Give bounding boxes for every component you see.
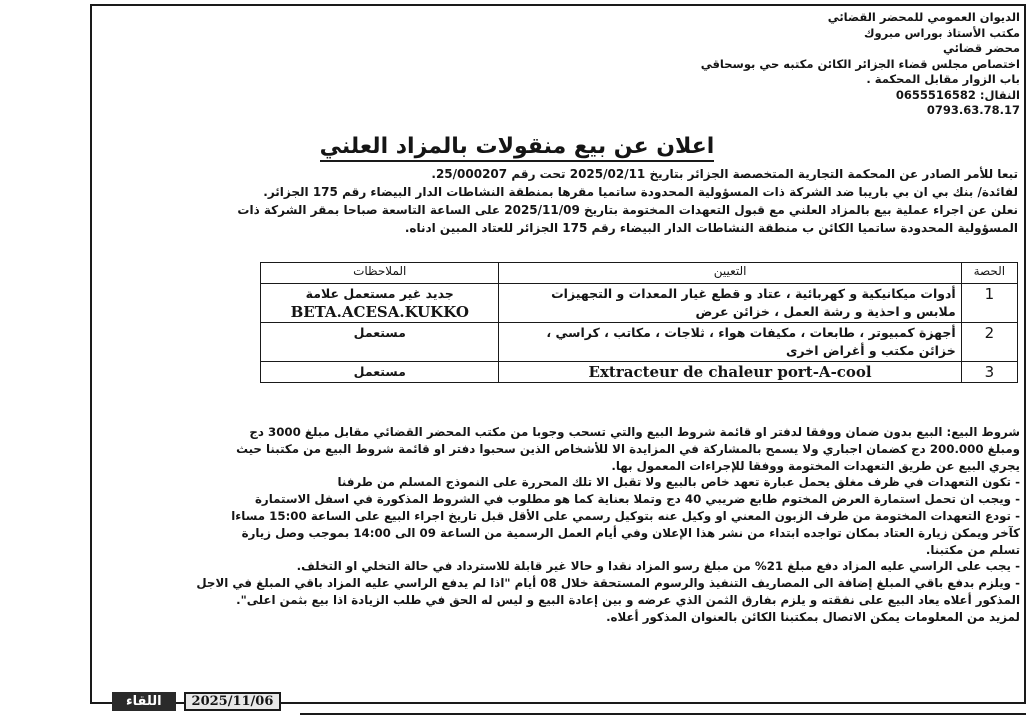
lot-number: 1 <box>961 284 1017 323</box>
intro-paragraph: المسؤولية المحدودة ساتميا الكائن ب منطقة النشاطات الدار البيضاء رقم 175 الجزائر للعتاد المبين ادناه. <box>404 221 1018 235</box>
header-lot: الحصة <box>961 263 1017 284</box>
table-header-row <box>261 263 1018 284</box>
bottom-divider <box>300 713 1026 715</box>
table-row <box>261 284 1018 323</box>
terms-line: - يجب على الراسي عليه المزاد دفع مبلغ 21% من مبلغ رسو المزاد نقدا و حالا غير قابلة للاسترداد في حالة التخلي او التخلف. <box>296 559 1020 574</box>
terms-line: - ويلزم بدفع باقي المبلغ إضافة الى المصاريف التنفيذ والرسوم المستحقة خلال 08 أيام "اذا لم يدفع الراسي عليه المزاد باقي المبلغ في الاجل <box>196 576 1020 591</box>
header-phone-2: 0793.63.78.17 <box>926 103 1020 117</box>
terms-line: تسلم من مكتبنا. <box>925 542 1020 557</box>
lot-notes: مستعمل <box>261 362 499 383</box>
lot-description: أدوات ميكانيكية و كهربائية ، عتاد و قطع غيار المعدات و التجهيزات ملابس و احذية و رشة العمل ، خزائن عرض <box>499 284 961 323</box>
terms-line: كآخر ويمكن زيارة العتاد بمكان تواجده ابتداء من نشر هذا الإعلان وفي أيام العمل الرسمية من الساعة 09 الى 14:00 بموجب وصل زيارة <box>241 525 1020 540</box>
header-description: التعيين <box>499 263 961 284</box>
notice-intro <box>108 165 1018 237</box>
lot-description: Extracteur de chaleur port-A-cool <box>499 362 961 383</box>
terms-line: لمزيد من المعلومات يمكن الاتصال بمكتبنا الكائن بالعنوان المذكور أعلاه. <box>606 609 1020 624</box>
terms-line: ومبلغ 200.000 دج كضمان اجباري ولا يسمح بالمشاركة في المزايدة الا للأشخاص الذين سحبوا دفتر او قائمة شروط البيع من مكتبنا حيث <box>236 441 1020 456</box>
publication-footer <box>112 690 281 712</box>
header-line: الديوان العمومي للمحضر القضائي <box>827 10 1020 24</box>
sale-terms <box>100 424 1020 626</box>
intro-paragraph: لفائدة/ بنك بي ان بي باريبا ضد الشركة ذات المسؤولية المحدودة ساتميا مقرها بمنطقة النشاطات الدار البيضاء رقم 175 الجزائر. <box>263 185 1018 199</box>
header-line: مكتب الأستاذ بوراس مبروك <box>863 25 1020 40</box>
header-line: محضر قضائي <box>942 41 1020 55</box>
lot-description: أجهزة كمبيوتر ، طابعات ، مكيفات هواء ، ثلاجات ، مكاتب ، كراسي ، خزائن مكتب و أغراض اخرى <box>499 323 961 362</box>
lot-notes: جديد غير مستعمل علامة BETA.ACESA.KUKKO <box>261 284 499 323</box>
header-phone: النقال: 0655516582 <box>895 87 1020 102</box>
terms-line: يجري البيع عن طريق التعهدات المختومة ووفقا للإجراءات المعمول بها. <box>611 458 1020 473</box>
intro-paragraph: نعلن عن اجراء عملية بيع بالمزاد العلني مع قبول التعهدات المختومة بتاريخ 2025/11/09 على الساعة التاسعة صباحا بمقر الشركة ذات <box>237 203 1018 217</box>
table-row <box>261 323 1018 362</box>
terms-line: شروط البيع: البيع بدون ضمان ووفقا لدفتر او قائمة شروط البيع والتي تسحب وجوبا من مكتب المحضر القضائي مقابل مبلغ 3000 دج <box>249 425 1020 439</box>
lot-number: 3 <box>961 362 1017 383</box>
header-line: اختصاص مجلس قضاء الجزائر الكائن مكتبه حي بوسحاقي <box>700 56 1020 71</box>
terms-line: - تودع التعهدات المختومة من طرف الزبون المعني او وكيل عنه بتوكيل رسمي على الأقل قبل تاريخ اجراء البيع على الساعة 15:00 مساءا <box>231 508 1020 523</box>
intro-paragraph: تبعا للأمر الصادر عن المحكمة التجارية المتخصصة الجزائر بتاريخ 2025/02/11 تحت رقم 25/000207. <box>431 167 1018 181</box>
lot-number: 2 <box>961 323 1017 362</box>
bailiff-header <box>460 10 1020 119</box>
notice-title: اعلان عن بيع منقولات بالمزاد العلني <box>0 134 1034 159</box>
terms-line: المذكور أعلاه يعاد البيع على نفقته و يلزم بفارق الثمن الذي عرضه و بين إعادة البيع و ليس له الحق في طلب الزيادة اذا بيع بثمن اعلى". <box>236 592 1020 607</box>
header-notes: الملاحظات <box>261 263 499 284</box>
table-row <box>261 362 1018 383</box>
terms-line: - ويجب ان تحمل استمارة العرض المختوم طابع ضريبي 40 دج وتملا بعناية كما هو مطلوب في الشروط المذكورة في اسفل الاستمارة <box>254 492 1020 507</box>
lot-notes: مستعمل <box>261 323 499 362</box>
terms-line: - تكون التعهدات في ظرف مغلق يحمل عبارة تعهد خاص بالبيع ولا تقبل الا تلك المحررة على النموذج المسلم من طرفنا <box>337 475 1020 490</box>
newspaper-name: اللقاء <box>112 692 176 711</box>
header-line: باب الزوار مقابل المحكمة . <box>866 72 1020 86</box>
publication-date: 2025/11/06 <box>184 692 282 711</box>
lots-table <box>260 262 1018 383</box>
